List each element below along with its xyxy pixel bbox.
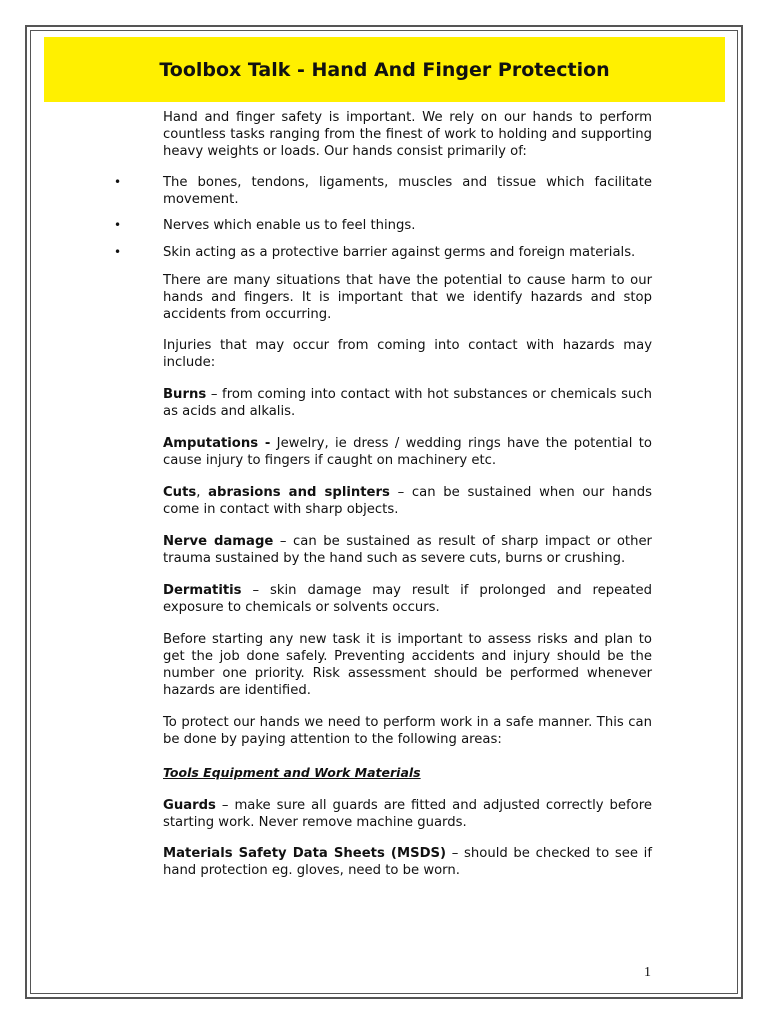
injury-nerve-damage: [163, 533, 652, 567]
section-heading: [163, 764, 652, 782]
injury-term: Burns: [163, 387, 207, 402]
page-title: Toolbox Talk - Hand And Finger Protection: [159, 58, 610, 81]
msds-paragraph: [163, 845, 652, 879]
document-body: [114, 109, 653, 879]
page-number: 1: [644, 965, 651, 980]
injury-cuts: [163, 484, 652, 518]
risk-paragraph: Before starting any new task it is important to assess risks and plan to get the job done safely. Preventing accidents and injury should be the number one priority. Risk assessment should be performed whenever hazards are identified.: [163, 632, 652, 698]
injury-term: Cuts: [163, 485, 197, 500]
injury-amputations: [163, 435, 652, 469]
injury-term: Amputations -: [163, 436, 271, 451]
bullet-text: Skin acting as a protective barrier against germs and foreign materials.: [163, 245, 636, 260]
msds-text: – should be checked to see if hand protection eg. gloves, need to be worn.: [163, 846, 652, 878]
intro-paragraph: Hand and finger safety is important. We rely on our hands to perform countless tasks ranging from the finest of work to holding and supporting heavy weights or loads. Our hands consist primarily of:: [163, 110, 652, 159]
bullet-text: The bones, tendons, ligaments, muscles and tissue which facilitate movement.: [163, 175, 652, 207]
injury-term: Nerve damage: [163, 534, 274, 549]
bullet-icon: •: [114, 175, 122, 189]
situations-paragraph: There are many situations that have the potential to cause harm to our hands and fingers. It is important that we identify hazards and stop accidents from occurring.: [163, 273, 652, 322]
guards-paragraph: [163, 797, 652, 831]
bullet-item: [114, 244, 652, 261]
msds-term: Materials Safety Data Sheets (MSDS): [163, 846, 447, 861]
injury-term: Dermatitis: [163, 583, 242, 598]
bullet-item: [114, 174, 652, 208]
title-banner: [44, 37, 725, 102]
injury-text: – can be sustained when our hands come in contact with sharp objects.: [163, 485, 653, 517]
injury-text: – from coming into contact with hot substances or chemicals such as acids and alkalis.: [163, 387, 652, 419]
bullet-icon: •: [114, 218, 122, 232]
injury-term: abrasions and splinters: [208, 485, 390, 500]
guards-term: Guards: [163, 798, 216, 813]
injury-separator: ,: [196, 485, 209, 500]
injury-text: – skin damage may result if prolonged and repeated exposure to chemicals or solvents occurs.: [163, 583, 652, 615]
protect-paragraph: To protect our hands we need to perform work in a safe manner. This can be done by paying attention to the following areas:: [163, 715, 652, 747]
injury-dermatitis: [163, 582, 652, 616]
bullet-item: [114, 217, 652, 234]
bullet-icon: •: [114, 245, 122, 259]
injury-text: – can be sustained as result of sharp impact or other trauma sustained by the hand such as severe cuts, burns or crushing.: [163, 534, 652, 566]
injury-text: Jewelry, ie dress / wedding rings have the potential to cause injury to fingers if caught on machinery etc.: [163, 436, 652, 468]
section-heading-text: Tools Equipment and Work Materials: [163, 765, 421, 780]
injury-burns: [163, 386, 652, 420]
injuries-intro-paragraph: Injuries that may occur from coming into contact with hazards may include:: [163, 338, 652, 370]
guards-text: – make sure all guards are fitted and adjusted correctly before starting work. Never remove machine guards.: [163, 798, 652, 830]
bullet-text: Nerves which enable us to feel things.: [163, 218, 416, 233]
